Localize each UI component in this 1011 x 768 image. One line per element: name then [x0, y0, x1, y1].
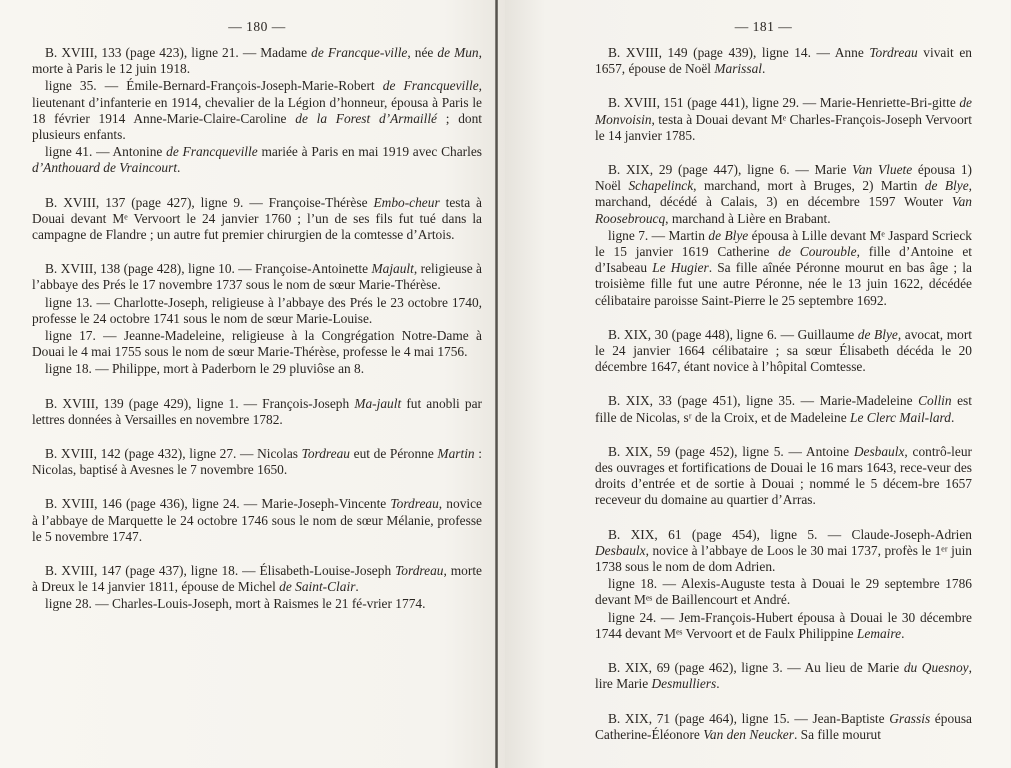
annotation-entry [595, 527, 972, 642]
italic-name: de Francqueville [166, 144, 258, 160]
annotation-entry [595, 45, 972, 77]
entry-sub-paragraph [32, 328, 482, 360]
text-run: B. XIX, 71 (page 464), ligne 15. — Jean-Baptiste [608, 710, 890, 726]
book-gutter [495, 0, 498, 768]
italic-name: de Courouble [778, 244, 857, 260]
text-run: fut anobli par lettres données à Versailles en novembre 1782. [32, 395, 482, 427]
text-run: B. XVIII, 146 (page 436), ligne 24. — Marie-Joseph-Vincente [45, 496, 391, 512]
italic-name: Desbaulx [853, 443, 905, 459]
text-run: B. XVIII, 142 (page 432), ligne 27. — Nicolas [45, 446, 302, 462]
text-run: , contrô-leur des ouvrages et fortifications de Douai le 16 mars 1643, rece-veur des droits d’entrée et de sortie à Douai ; nommé le 5 décem-bre 1657 receveur du domaine au quartier d’Arras. [595, 443, 972, 508]
text-run: épousa à Lille devant Mᵉ Jaspard Scrieck le 15 janvier 1619 Catherine [595, 227, 972, 260]
entry-paragraph [595, 162, 972, 227]
text-run: . [177, 160, 181, 176]
entry-paragraph [32, 496, 482, 545]
text-run: mariée à Paris en mai 1919 avec Charles [257, 144, 483, 160]
page-number-left: — 180 — [228, 19, 286, 34]
text-run: B. XVIII, 151 (page 441), ligne 29. — Marie-Henriette-Bri-gitte [608, 95, 960, 111]
text-run: , fille d’Antoine et d’Isabeau [595, 244, 972, 276]
text-run: B. XIX, 33 (page 451), ligne 35. — Marie-Madeleine [608, 393, 919, 409]
left-page-body [32, 45, 482, 613]
italic-name: de Mun [437, 45, 479, 60]
italic-name: de Blye [924, 178, 969, 194]
italic-name: Tordreau [869, 45, 918, 60]
text-run: , morte à Dreux le 14 janvier 1811, épouse de Michel [32, 563, 482, 595]
text-run: B. XIX, 61 (page 454), ligne 5. — Claude-Joseph-Adrien [608, 526, 972, 542]
text-run: B. XVIII, 133 (page 423), ligne 21. — Madame [45, 45, 312, 60]
annotation-entry [595, 162, 972, 309]
annotation-entry [595, 327, 972, 376]
italic-name: Tordreau [395, 563, 444, 579]
text-run: est fille de Nicolas, sʳ de la Croix, et de Madeleine [595, 393, 972, 425]
text-run: testa à Douai devant Mᵉ Vervoort le 24 janvier 1760 ; l’un de ses fils fut tué dans la campagne de Flandre ; un autre fut premier chirurgien de la comtesse d’Artois. [32, 194, 482, 243]
italic-name: Schapelinck [628, 178, 694, 194]
text-run: B. XVIII, 147 (page 437), ligne 18. — Élisabeth-Louise-Joseph [45, 563, 396, 579]
text-run: , novice à l’abbaye de Marquette le 24 octobre 1746 sous le nom de sœur Mélanie, professe le 5 novembre 1747. [32, 496, 482, 544]
text-run: B. XVIII, 138 (page 428), ligne 10. — Françoise-Antoinette [45, 261, 372, 277]
italic-name: de Saint-Clair [279, 579, 356, 595]
text-run: . [950, 409, 955, 425]
annotation-entry [595, 660, 972, 692]
italic-name: Le Clerc Mail-lard [850, 409, 951, 425]
entry-paragraph [32, 195, 482, 244]
right-page-body [595, 45, 972, 743]
entry-paragraph [595, 444, 972, 509]
text-run: ligne 35. — Émile-Bernard-François-Joseph-Marie-Robert [45, 78, 383, 94]
text-run: . [901, 625, 905, 641]
italic-name: Ma-jault [354, 395, 402, 411]
annotation-entry [595, 95, 972, 144]
text-run: ligne 24. — Jem-François-Hubert épousa à Douai le 30 décembre 1744 devant Mᵉˢ Vervoort et de Faulx Philippine [595, 609, 972, 641]
text-run: , lieutenant d’infanterie en 1914, chevalier de la Légion d’honneur, épousa à Paris le 18 février 1914 Anne-Marie-Claire-Caroline [32, 78, 483, 126]
text-run: ligne 41. — Antonine [45, 144, 167, 160]
text-run: B. XIX, 69 (page 462), ligne 3. — Au lieu de Marie [608, 660, 904, 676]
text-run: B. XIX, 30 (page 448), ligne 6. — Guillaume [608, 326, 858, 342]
text-run: , marchand à Lière en Brabant. [665, 210, 831, 226]
italic-name: Le Hugier [652, 260, 709, 276]
italic-name: Collin [918, 393, 952, 409]
italic-name: de Blye [857, 326, 898, 342]
entry-sub-paragraph [32, 78, 482, 143]
text-run: B. XIX, 59 (page 452), ligne 5. — Antoine [608, 443, 854, 459]
entry-paragraph [595, 527, 972, 576]
text-run: , marchand, mort à Bruges, 2) Martin [693, 178, 925, 194]
italic-name: Van den Neucker [703, 726, 794, 742]
text-run: ligne 13. — Charlotte-Joseph, religieuse à l’abbaye des Prés le 23 octobre 1740, professe le 24 octobre 1741 sous le nom de sœur Marie-Louise. [32, 294, 482, 326]
entry-paragraph [595, 393, 972, 425]
entry-paragraph [32, 45, 482, 77]
italic-name: Tordreau [301, 446, 350, 462]
italic-name: d’Anthouard de Vraincourt [32, 160, 178, 176]
entry-paragraph [595, 95, 972, 144]
text-run: ligne 28. — Charles-Louis-Joseph, mort à Raismes le 21 fé-vrier 1774. [45, 596, 426, 612]
annotation-entry [595, 711, 972, 743]
text-run: B. XVIII, 149 (page 439), ligne 14. — Anne [608, 45, 870, 60]
italic-name: de Monvoisin [595, 95, 972, 127]
text-run: épousa Catherine-Éléonore [595, 710, 972, 742]
text-run: épousa 1) Noël [595, 162, 972, 194]
entry-paragraph [32, 446, 482, 478]
text-run: , novice à l’abbaye de Loos le 30 mai 1737, profès le 1ᵉʳ juin 1738 sous le nom de dom Adrien. [595, 542, 972, 575]
left-page [0, 0, 505, 768]
text-run: B. XIX, 29 (page 447), ligne 6. — Marie [608, 162, 853, 178]
text-run: eut de Péronne [349, 446, 438, 462]
entry-paragraph [595, 45, 972, 77]
italic-name: de Francqueville [382, 78, 479, 94]
text-run: , religieuse à l’abbaye des Prés le 17 novembre 1737 sous le nom de sœur Marie-Thérèse. [32, 261, 482, 293]
entry-paragraph [595, 660, 972, 692]
italic-name: Marissal [714, 61, 762, 77]
italic-name: de la Forest d’Armaillé [295, 110, 437, 126]
text-run: , morte à Paris le 12 juin 1918. [32, 45, 482, 77]
text-run: . [762, 61, 766, 77]
entry-sub-paragraph [595, 228, 972, 309]
annotation-entry [595, 393, 972, 425]
italic-name: Majault [371, 261, 414, 277]
text-run: , lire Marie [595, 660, 972, 692]
italic-name: Desmulliers [651, 676, 717, 692]
text-run: , née [407, 45, 438, 60]
italic-name: de Francque-ville [311, 45, 408, 60]
italic-name: Van Vluete [852, 162, 913, 178]
italic-name: Desbaulx [595, 542, 646, 558]
text-run: . Sa fille aînée Péronne mourut en bas âge ; la troisième fille fut une autre Péronne, née le 13 juin 1622, décédée célibataire paroisse Saint-Pierre le 25 septembre 1692. [595, 260, 972, 308]
entry-paragraph [32, 396, 482, 428]
entry-paragraph [595, 327, 972, 376]
text-run: , marchand, décédé à Calais, 3) en décembre 1597 Wouter [595, 178, 972, 210]
entry-sub-paragraph [32, 144, 482, 176]
text-run: ligne 18. — Alexis-Auguste testa à Douai le 29 septembre 1786 devant Mᵉˢ de Baillencourt et André. [595, 576, 972, 608]
annotation-entry [32, 45, 482, 177]
annotation-entry [32, 261, 482, 377]
italic-name: Embo-cheur [373, 194, 440, 210]
text-run: vivait en 1657, épouse de Noël [595, 45, 972, 77]
text-run: . [355, 579, 359, 595]
text-run: ; dont plusieurs enfants. [32, 110, 482, 143]
italic-name: Tordreau [390, 496, 439, 512]
italic-name: Martin [437, 446, 475, 462]
text-run: , avocat, mort le 24 janvier 1664 célibataire ; sa sœur Élisabeth décéda le 20 décembre 1647, étant novice à l’hôpital Comtesse. [595, 326, 972, 375]
entry-sub-paragraph [595, 610, 972, 642]
text-run: B. XVIII, 139 (page 429), ligne 1. — François-Joseph [45, 395, 355, 411]
entry-paragraph [32, 563, 482, 595]
entry-sub-paragraph [595, 576, 972, 608]
text-run: B. XVIII, 137 (page 427), ligne 9. — Françoise-Thérèse [45, 194, 374, 210]
entry-paragraph [32, 261, 482, 293]
annotation-entry [32, 496, 482, 545]
entry-sub-paragraph [32, 596, 482, 612]
annotation-entry [32, 446, 482, 478]
annotation-entry [32, 396, 482, 428]
text-run: : Nicolas, baptisé à Avesnes le 7 novembre 1650. [32, 446, 482, 478]
annotation-entry [32, 195, 482, 244]
page-number-right: — 181 — [734, 19, 793, 34]
annotation-entry [595, 444, 972, 509]
italic-name: Lemaire [856, 625, 902, 641]
text-run: ligne 17. — Jeanne-Madeleine, religieuse à la Congrégation Notre-Dame à Douai le 4 mai 1755 sous le nom de sœur Marie-Thérèse, professe le 4 mai 1756. [32, 328, 482, 360]
text-run: ligne 7. — Martin [608, 227, 709, 243]
text-run: . [716, 676, 720, 692]
italic-name: du Quesnoy [903, 660, 969, 676]
italic-name: Grassis [889, 710, 931, 726]
text-run: , testa à Douai devant Mᵉ Charles-François-Joseph Vervoort le 14 janvier 1785. [595, 111, 972, 143]
text-run: ligne 18. — Philippe, mort à Paderborn le 29 pluviôse an 8. [45, 361, 365, 377]
right-page [505, 0, 1010, 768]
entry-sub-paragraph [32, 361, 482, 377]
italic-name: de Blye [708, 227, 749, 243]
entry-paragraph [595, 711, 972, 743]
annotation-entry [32, 563, 482, 613]
entry-sub-paragraph [32, 295, 482, 327]
italic-name: Van Roosebroucq [595, 194, 972, 226]
text-run: . Sa fille mourut [793, 726, 881, 742]
